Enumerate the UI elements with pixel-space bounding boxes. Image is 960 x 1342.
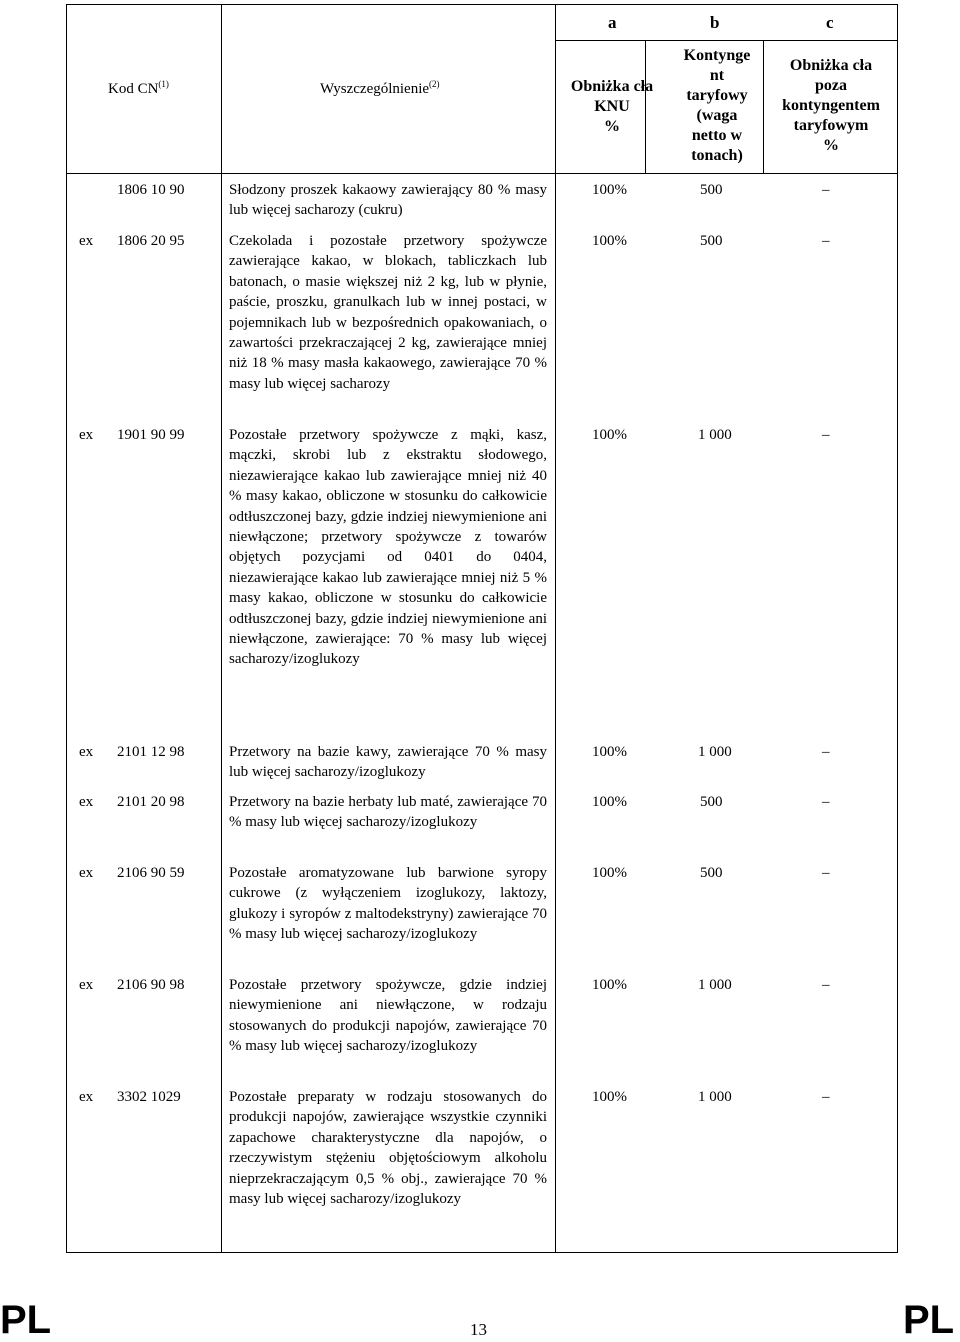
row-description: Czekolada i pozostałe przetwory spożywcze zawierające kakao, w blokach, tabliczkach lub batonach, o masie większej niż 2 kg, lub w płynie, paście, proszku, granulkach lub w innej postaci, w pojemnikach lub w bezpośrednich opakowaniach, o zawartości przekraczającej 2 kg, zawierające mniej niż 18 % masy masła kakaowego, zawierające 70 % masy lub więcej sacharozy xyxy=(229,233,547,392)
row-description: Pozostałe preparaty w rodzaju stosowanych do produkcji napojów, zawierające wszystkie czynniki zapachowe charakterystyczne dla napojów, o rzeczywistym stężeniu objętościowym alkoholu nieprzekraczającym 0,5 % obj., zawierające 70 % masy lub więcej sacharozy/izoglukozy xyxy=(229,1089,547,1208)
row-value-a: 100% xyxy=(592,1089,627,1105)
row-value-a: 100% xyxy=(592,794,627,810)
row-description: Pozostałe aromatyzowane lub barwione syropy cukrowe (z wyłączeniem izoglukozy, laktozy, glukozy i syropów z maltodekstryny) zawierające 70 % masy lub więcej sacharozy/izoglukozy xyxy=(229,865,547,943)
header-letter-divider xyxy=(555,40,897,41)
row-ex-marker: ex xyxy=(79,427,94,443)
column-letter-c: c xyxy=(826,13,834,32)
row-value-a: 100% xyxy=(592,233,627,249)
row-cn-code: 2106 90 98 xyxy=(117,977,185,993)
column-letter-a: a xyxy=(608,13,617,32)
header-b-line: netto w xyxy=(691,127,743,144)
header-c-line: % xyxy=(823,137,839,154)
row-description: Słodzony proszek kakaowy zawierający 80 % masy lub więcej sacharozy (cukru) xyxy=(229,182,547,219)
header-column-a xyxy=(556,77,668,137)
header-kod-cn xyxy=(108,80,169,99)
row-value-a: 100% xyxy=(592,427,627,443)
row-value-a: 100% xyxy=(592,744,627,760)
header-b-line: nt xyxy=(709,67,725,84)
footer-language-label-right: PL xyxy=(903,1298,955,1342)
row-cn-code: 2101 20 98 xyxy=(117,794,185,810)
column-letter-b: b xyxy=(710,13,720,32)
header-c-line: kontyngentem xyxy=(782,97,880,114)
row-value-b: 1 000 xyxy=(698,744,732,760)
row-cn-code: 2101 12 98 xyxy=(117,744,185,760)
row-ex-marker: ex xyxy=(79,1089,94,1105)
row-value-c: – xyxy=(822,427,830,443)
row-value-c: – xyxy=(822,977,830,993)
header-wyszczegolnienie-footnote: (2) xyxy=(429,79,440,89)
row-value-b: 500 xyxy=(700,182,723,198)
header-a-line: Obniżka cła xyxy=(570,78,654,95)
page-number: 13 xyxy=(470,1320,487,1339)
row-cn-code: 1901 90 99 xyxy=(117,427,185,443)
row-value-a: 100% xyxy=(592,182,627,198)
row-value-b: 1 000 xyxy=(698,1089,732,1105)
row-value-a: 100% xyxy=(592,865,627,881)
header-bottom-line xyxy=(67,173,897,174)
row-value-c: – xyxy=(822,865,830,881)
header-b-line: tonach) xyxy=(691,147,743,164)
row-description: Pozostałe przetwory spożywcze, gdzie indziej niewymienione ani niewłączone, w rodzaju stosowanych do produkcji napojów, zawierające 70 % masy lub więcej sacharozy/izoglukozy xyxy=(229,977,547,1055)
table-divider-code-desc xyxy=(221,5,222,1252)
footer-language-label-left: PL xyxy=(0,1298,52,1342)
row-ex-marker: ex xyxy=(79,865,94,881)
row-value-c: – xyxy=(822,233,830,249)
header-a-line: % xyxy=(604,118,620,135)
row-value-b: 500 xyxy=(700,865,723,881)
header-a-line: KNU xyxy=(594,98,630,115)
row-ex-marker: ex xyxy=(79,233,94,249)
row-value-c: – xyxy=(822,794,830,810)
row-description: Przetwory na bazie kawy, zawierające 70 % masy lub więcej sacharozy/izoglukozy xyxy=(229,744,547,781)
row-value-c: – xyxy=(822,1089,830,1105)
row-cn-code: 2106 90 59 xyxy=(117,865,185,881)
row-ex-marker: ex xyxy=(79,977,94,993)
row-value-b: 500 xyxy=(700,794,723,810)
row-cn-code: 1806 20 95 xyxy=(117,233,185,249)
header-c-line: taryfowym xyxy=(793,117,869,134)
header-column-c xyxy=(768,56,894,156)
row-cn-code: 3302 1029 xyxy=(117,1089,181,1105)
header-c-line: poza xyxy=(815,77,847,94)
header-kod-cn-text: Kod CN xyxy=(108,81,159,97)
header-wyszczegolnienie-text: Wyszczególnienie xyxy=(320,81,430,97)
header-wyszczegolnienie xyxy=(320,80,440,99)
table-divider-desc-values xyxy=(555,5,556,1252)
row-cn-code: 1806 10 90 xyxy=(117,182,185,198)
header-b-line: (waga xyxy=(696,107,738,124)
row-value-c: – xyxy=(822,744,830,760)
row-value-b: 1 000 xyxy=(698,977,732,993)
row-value-c: – xyxy=(822,182,830,198)
row-ex-marker: ex xyxy=(79,744,94,760)
header-b-line: taryfowy xyxy=(686,87,748,104)
header-column-b xyxy=(662,46,772,166)
row-value-b: 500 xyxy=(700,233,723,249)
header-b-line: Kontynge xyxy=(683,47,751,64)
header-kod-cn-footnote: (1) xyxy=(158,79,169,89)
header-c-line: Obniżka cła xyxy=(789,57,873,74)
row-value-a: 100% xyxy=(592,977,627,993)
row-ex-marker: ex xyxy=(79,794,94,810)
row-description: Przetwory na bazie herbaty lub maté, zawierające 70 % masy lub więcej sacharozy/izoglukozy xyxy=(229,794,547,831)
row-description: Pozostałe przetwory spożywcze z mąki, kasz, mączki, skrobi lub z ekstraktu słodowego, niezawierające kakao lub zawierające mniej niż 40 % masy kakao, obliczone w stosunku do całkowicie odtłuszczonej bazy, gdzie indziej niewymienione ani niewłączone; przetwory spożywcze z towarów objętych pozycjami od 0401 do 0404, niezawierające kakao lub zawierające mniej niż 5 % masy kakao, obliczone w stosunku do całkowicie odtłuszczonej bazy, gdzie indziej niewymienione ani niewłączone, zawierające: 70 % masy lub więcej sacharozy/izoglukozy xyxy=(229,427,547,668)
row-value-b: 1 000 xyxy=(698,427,732,443)
